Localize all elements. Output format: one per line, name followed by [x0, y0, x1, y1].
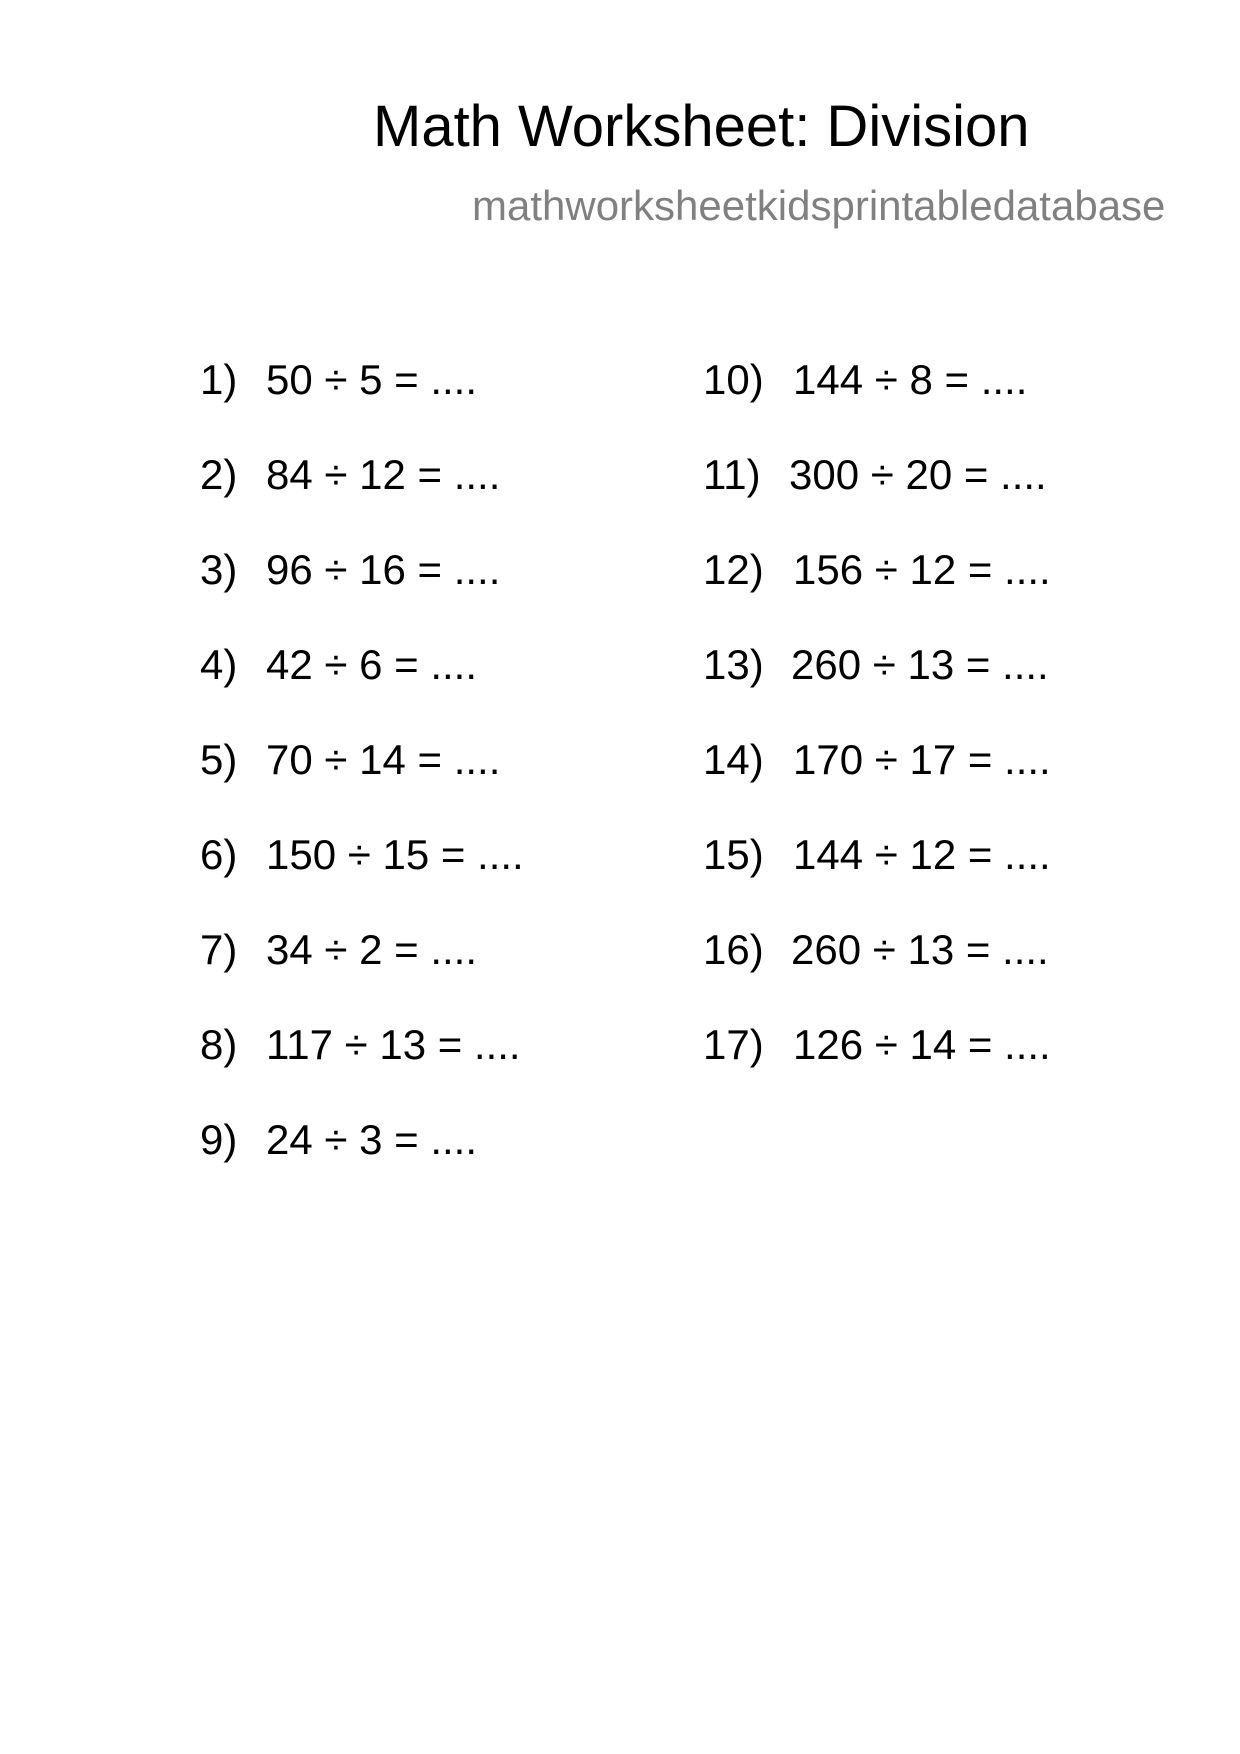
problem-item — [703, 926, 1049, 973]
problem-number: 12) — [703, 546, 764, 593]
problem-item — [200, 1021, 521, 1068]
problem-item — [200, 546, 501, 593]
problem-item — [703, 356, 1028, 403]
problem-number: 3) — [200, 546, 238, 593]
problem-item — [200, 736, 501, 783]
problem-item — [200, 1116, 478, 1163]
problem-expression: 300 ÷ 20 = .... — [789, 451, 1047, 498]
problem-item — [200, 641, 478, 688]
problem-item — [703, 641, 1049, 688]
page-title: Math Worksheet: Division — [373, 94, 1030, 159]
problem-expression: 70 ÷ 14 = .... — [266, 736, 501, 783]
problem-expression: 24 ÷ 3 = .... — [266, 1116, 478, 1163]
problem-number: 4) — [200, 641, 238, 688]
problem-item — [200, 926, 478, 973]
problem-expression: 50 ÷ 5 = .... — [266, 356, 478, 403]
problem-number: 13) — [703, 641, 764, 688]
problem-expression: 260 ÷ 13 = .... — [791, 641, 1049, 688]
problem-expression: 84 ÷ 12 = .... — [266, 451, 501, 498]
problem-number: 14) — [703, 736, 764, 783]
problem-number: 16) — [703, 926, 764, 973]
problem-number: 10) — [703, 356, 764, 403]
problem-expression: 117 ÷ 13 = .... — [266, 1021, 521, 1068]
problem-number: 1) — [200, 356, 238, 403]
problem-number: 2) — [200, 451, 238, 498]
problem-number: 9) — [200, 1116, 238, 1163]
problem-expression: 42 ÷ 6 = .... — [266, 641, 478, 688]
problem-number: 17) — [703, 1021, 764, 1068]
problem-expression: 150 ÷ 15 = .... — [266, 831, 524, 878]
problem-expression: 260 ÷ 13 = .... — [791, 926, 1049, 973]
problem-number: 8) — [200, 1021, 238, 1068]
problem-expression: 144 ÷ 12 = .... — [793, 831, 1051, 878]
problem-item — [703, 546, 1051, 593]
problem-number: 6) — [200, 831, 238, 878]
problem-item — [200, 356, 478, 403]
problem-number: 11) — [703, 451, 761, 498]
page-subtitle: mathworksheetkidsprintabledatabase — [472, 182, 1166, 229]
problem-item — [703, 451, 1047, 498]
problem-expression: 126 ÷ 14 = .... — [793, 1021, 1051, 1068]
problem-expression: 34 ÷ 2 = .... — [266, 926, 478, 973]
problem-expression: 144 ÷ 8 = .... — [793, 356, 1028, 403]
problem-expression: 156 ÷ 12 = .... — [793, 546, 1051, 593]
problem-expression: 170 ÷ 17 = .... — [793, 736, 1051, 783]
problem-number: 15) — [703, 831, 764, 878]
problem-item — [703, 1021, 1051, 1068]
problem-item — [200, 451, 501, 498]
problem-number: 7) — [200, 926, 238, 973]
problem-item — [703, 736, 1051, 783]
problem-expression: 96 ÷ 16 = .... — [266, 546, 501, 593]
problem-item — [200, 831, 524, 878]
problem-item — [703, 831, 1051, 878]
problem-number: 5) — [200, 736, 238, 783]
